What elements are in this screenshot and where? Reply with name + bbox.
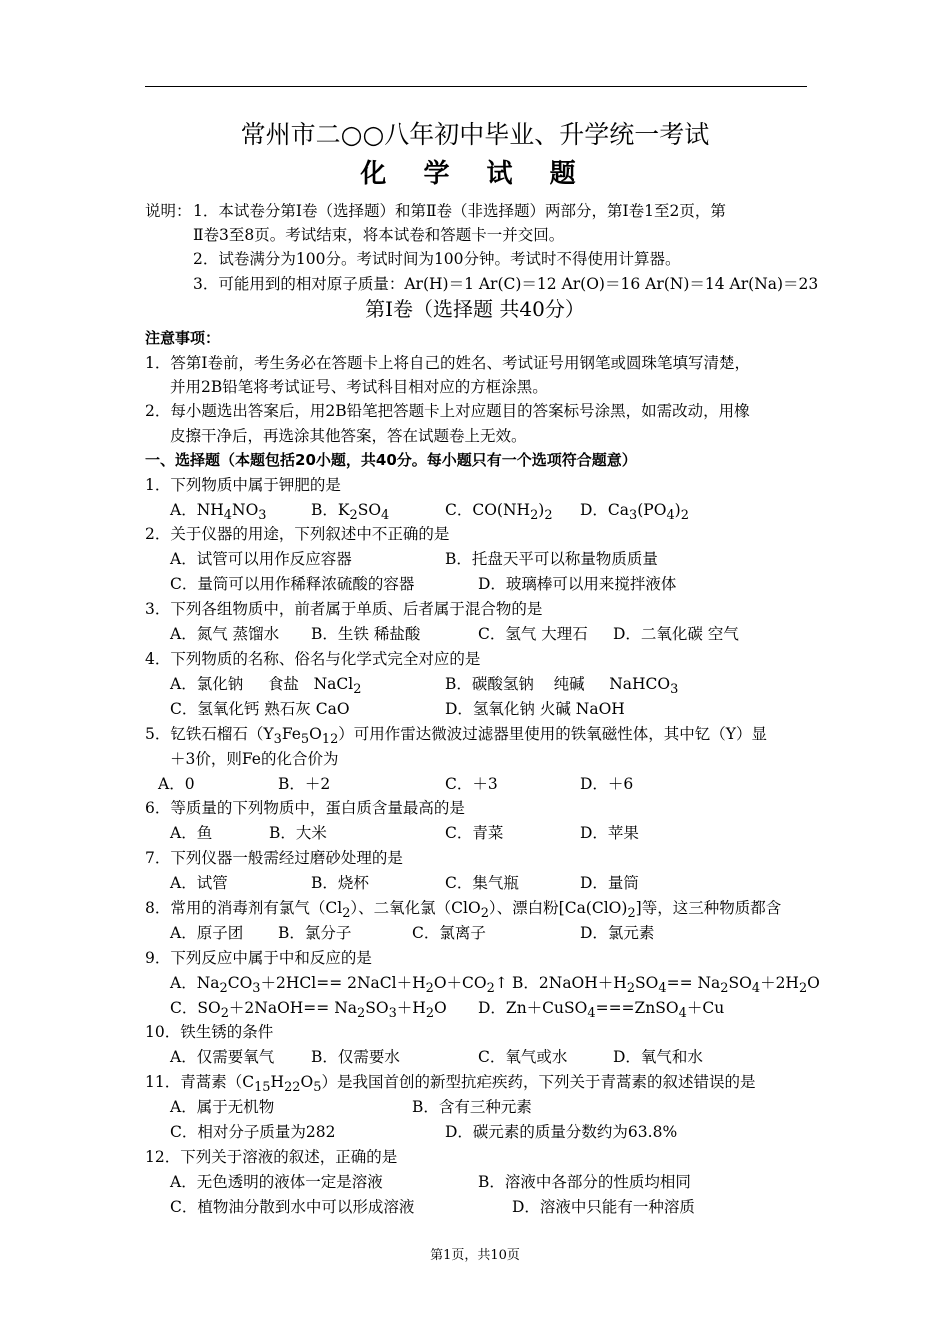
q5-option-a: A．0 <box>158 775 195 793</box>
q5-stem-a: 5．钇铁石榴石$(Y_3Fe_5O_{12})$可用作雷达微波过滤器里使用的铁氧磁性体，其中钇（Y）显 <box>145 725 768 748</box>
q11-option-d: D．碳元素的质量分数约为63.8% <box>445 1123 678 1141</box>
q1-option-c: C．$CO(NH_2)_2$ <box>445 501 553 524</box>
q11-stem: 11．青蒿素$(C_{15}H_{22}O_5)$是我国首创的新型抗疟疾药，下列关于青蒿素的叙述错误的是 <box>145 1073 756 1096</box>
q7-option-a: A．试管 <box>170 874 228 892</box>
q8-option-d: D．氯元素 <box>580 924 655 942</box>
q12-stem: 12．下列关于溶液的叙述，正确的是 <box>145 1148 398 1166</box>
q2-option-c: C．量筒可以用作稀释浓硫酸的容器 <box>170 575 415 593</box>
q3-option-a: A．氮气 蒸馏水 <box>170 625 280 643</box>
q9-option-b: B．$2NaOH+H_2SO_4== Na_2SO_4+2H_2O$ <box>512 974 820 997</box>
q11-option-a: A．属于无机物 <box>170 1098 275 1116</box>
page-footer: 第1页，共10页 <box>430 1248 520 1263</box>
q8-option-a: A．原子团 <box>170 924 244 942</box>
q2-option-b: B．托盘天平可以称量物质质量 <box>445 550 658 568</box>
q8-option-c: C．氯离子 <box>412 924 486 942</box>
notes-label: 说明： <box>145 202 192 220</box>
q2-option-a: A．试管可以用作反应容器 <box>170 550 352 568</box>
q3-option-c: C．氢气 大理石 <box>478 625 588 643</box>
note-1a: 1．本试卷分第Ⅰ卷（选择题）和第Ⅱ卷（非选择题）两部分，第Ⅰ卷1至2页，第 <box>193 202 726 220</box>
q10-option-b: B．仅需要水 <box>311 1048 400 1066</box>
attention-2a: 2．每小题选出答案后，用2B铅笔把答题卡上对应题目的答案标号涂黑，如需改动，用橡 <box>145 402 750 420</box>
q7-option-b: B．烧杯 <box>311 874 369 892</box>
q6-option-a: A．鱼 <box>170 824 213 842</box>
subject-title: 化 学 试 题 <box>360 159 590 189</box>
q4-stem: 4．下列物质的名称、俗名与化学式完全对应的是 <box>145 650 481 668</box>
q7-option-d: D．量筒 <box>580 874 639 892</box>
q12-option-d: D．溶液中只能有一种溶质 <box>512 1198 695 1216</box>
note-2: 2．试卷满分为100分。考试时间为100分钟。考试时不得使用计算器。 <box>193 250 681 268</box>
q6-option-c: C．青菜 <box>445 824 504 842</box>
q6-stem: 6．等质量的下列物质中，蛋白质含量最高的是 <box>145 799 465 817</box>
q4-option-c: C．氢氧化钙 熟石灰 CaO <box>170 700 350 718</box>
q8-stem: 8．常用的消毒剂有氯气$(Cl_2)$、二氧化氯（ClO$_2$）、漂白粉$[Ca(ClO)_2]$等，这三种物质都含 <box>145 899 782 922</box>
q9-stem: 9．下列反应中属于中和反应的是 <box>145 949 372 967</box>
q7-stem: 7．下列仪器一般需经过磨砂处理的是 <box>145 849 403 867</box>
q10-option-d: D．氧气和水 <box>613 1048 703 1066</box>
q1-option-a: A．$NH_4NO_3$ <box>170 501 267 524</box>
attention-title: 注意事项： <box>145 329 221 347</box>
attention-1b: 并用2B铅笔将考试证号、考试科目相对应的方框涂黑。 <box>170 378 548 396</box>
q11-option-b: B．含有三种元素 <box>412 1098 532 1116</box>
q8-option-b: B．氯分子 <box>278 924 352 942</box>
attention-2b: 皮擦干净后，再选涂其他答案，答在试题卷上无效。 <box>170 427 527 445</box>
q9-option-c: C．$SO_2+2NaOH== Na_2SO_3+H_2O$ <box>170 999 447 1022</box>
q10-stem: 10．铁生锈的条件 <box>145 1023 274 1041</box>
q1-option-d: D．$Ca_3(PO_4)_2$ <box>580 501 689 524</box>
q1-stem: 1．下列物质中属于钾肥的是 <box>145 476 341 494</box>
q6-option-d: D．苹果 <box>580 824 639 842</box>
note-1b: Ⅱ卷3至8页。考试结束，将本试卷和答题卡一并交回。 <box>193 226 565 244</box>
q10-option-a: A．仅需要氧气 <box>170 1048 275 1066</box>
q12-option-b: B．溶液中各部分的性质均相同 <box>478 1173 691 1191</box>
q5-option-d: D．＋6 <box>580 775 634 793</box>
q9-option-d: D．Zn＋CuSO$_4$===ZnSO$_4$＋Cu <box>478 999 725 1022</box>
q3-option-d: D．二氧化碳 空气 <box>613 625 739 643</box>
q5-stem-b: ＋3价，则Fe的化合价为 <box>170 750 339 768</box>
q2-stem: 2．关于仪器的用途，下列叙述中不正确的是 <box>145 525 450 543</box>
section-title: 第Ⅰ卷（选择题 共40分） <box>365 297 585 321</box>
q5-option-b: B．＋2 <box>278 775 331 793</box>
q9-option-a: A．$Na_2CO_3+2HCl==$ $2NaCl+H_2O+CO_2↑$ <box>170 974 508 997</box>
q4-option-b: B．碳酸氢钠 纯碱 NaHCO$_3$ <box>445 675 679 698</box>
q2-option-d: D．玻璃棒可以用来搅拌液体 <box>478 575 677 593</box>
q3-stem: 3．下列各组物质中，前者属于单质、后者属于混合物的是 <box>145 600 543 618</box>
q7-option-c: C．集气瓶 <box>445 874 519 892</box>
exam-title: 常州市二○○八年初中毕业、升学统一考试 <box>240 120 710 149</box>
top-rule <box>145 86 807 87</box>
q4-option-d: D．氢氧化钠 火碱 NaOH <box>445 700 625 718</box>
q5-option-c: C．＋3 <box>445 775 498 793</box>
part1-heading: 一、选择题（本题包括20小题，共40分。每小题只有一个选项符合题意） <box>145 451 637 469</box>
attention-1a: 1．答第Ⅰ卷前，考生务必在答题卡上将自己的姓名、考试证号用钢笔或圆珠笔填写清楚， <box>145 354 750 372</box>
q12-option-a: A．无色透明的液体一定是溶液 <box>170 1173 383 1191</box>
q3-option-b: B．生铁 稀盐酸 <box>311 625 421 643</box>
q12-option-c: C．植物油分散到水中可以形成溶液 <box>170 1198 415 1216</box>
q4-option-a: A．氯化钠 食盐 NaCl$_2$ <box>170 675 362 698</box>
q6-option-b: B．大米 <box>269 824 327 842</box>
q10-option-c: C．氧气或水 <box>478 1048 568 1066</box>
q1-option-b: B．$K_2SO_4$ <box>311 501 390 524</box>
q11-option-c: C．相对分子质量为282 <box>170 1123 336 1141</box>
note-3: 3．可能用到的相对原子质量：Ar(H)＝1 Ar(C)＝12 Ar(O)＝16 Ar(N)＝14 Ar(Na)＝23 <box>193 275 819 293</box>
